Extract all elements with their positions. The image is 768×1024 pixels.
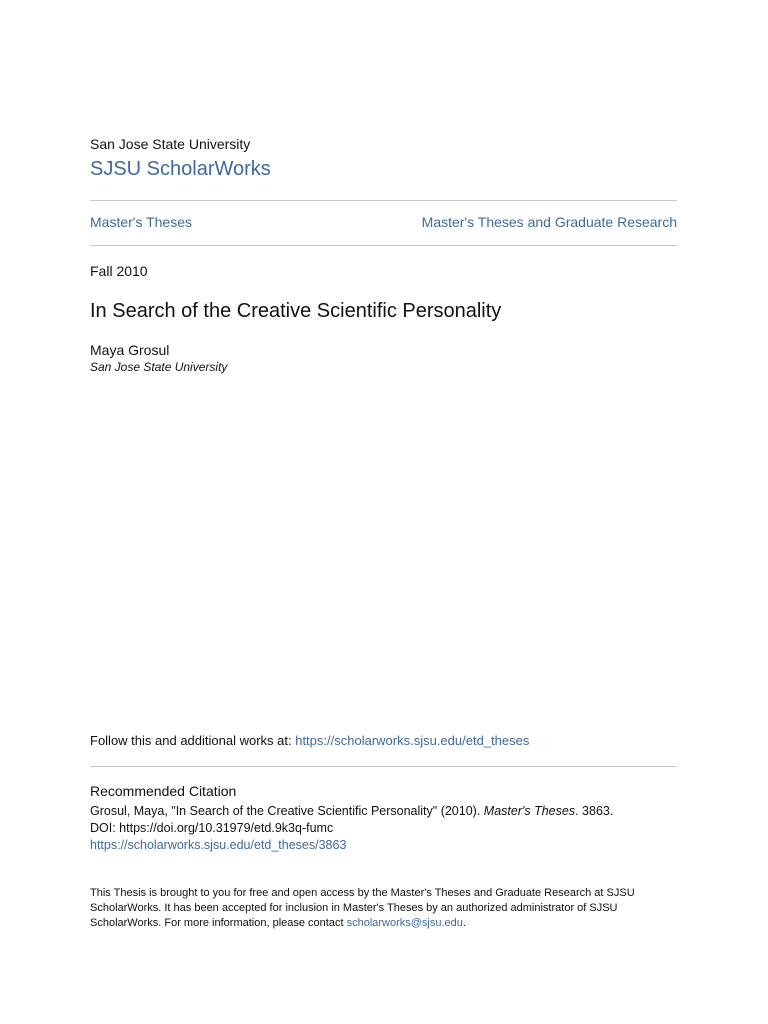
- citation-text: [90, 804, 613, 818]
- graduate-research-link[interactable]: Master's Theses and Graduate Research: [421, 214, 677, 230]
- divider-nav: [90, 245, 677, 246]
- citation-doi: DOI: https://doi.org/10.31979/etd.9k3q-fumc: [90, 821, 334, 835]
- citation-url-link[interactable]: https://scholarworks.sjsu.edu/etd_theses/3863: [90, 838, 347, 852]
- notice-end: .: [462, 917, 466, 929]
- citation-text-before: Grosul, Maya, "In Search of the Creative Scientific Personality" (2010).: [90, 804, 484, 818]
- author-affiliation: San Jose State University: [90, 360, 228, 374]
- masters-theses-link[interactable]: Master's Theses: [90, 214, 193, 230]
- citation-heading: Recommended Citation: [90, 783, 237, 799]
- publication-term: Fall 2010: [90, 263, 148, 279]
- access-notice: [90, 886, 680, 931]
- author-name: Maya Grosul: [90, 342, 170, 358]
- notice-text: This Thesis is brought to you for free and open access by the Master's Theses and Graduate Research at SJSU ScholarWorks. It has been accepted for inclusion in Master's Theses by an authorized administrator of SJSU ScholarWorks. For more information, please contact: [90, 887, 635, 929]
- citation-text-after: . 3863.: [575, 804, 614, 818]
- repository-link[interactable]: SJSU ScholarWorks: [90, 158, 271, 180]
- divider-top: [90, 200, 677, 201]
- divider-citation: [90, 766, 677, 767]
- document-title: In Search of the Creative Scientific Personality: [90, 300, 502, 322]
- follow-url-link[interactable]: https://scholarworks.sjsu.edu/etd_theses: [295, 733, 530, 748]
- follow-works: [90, 733, 529, 748]
- citation-series: Master's Theses: [483, 804, 576, 818]
- university-name: San Jose State University: [90, 136, 251, 152]
- follow-label: Follow this and additional works at:: [90, 733, 296, 748]
- contact-email-link[interactable]: scholarworks@sjsu.edu: [346, 917, 463, 929]
